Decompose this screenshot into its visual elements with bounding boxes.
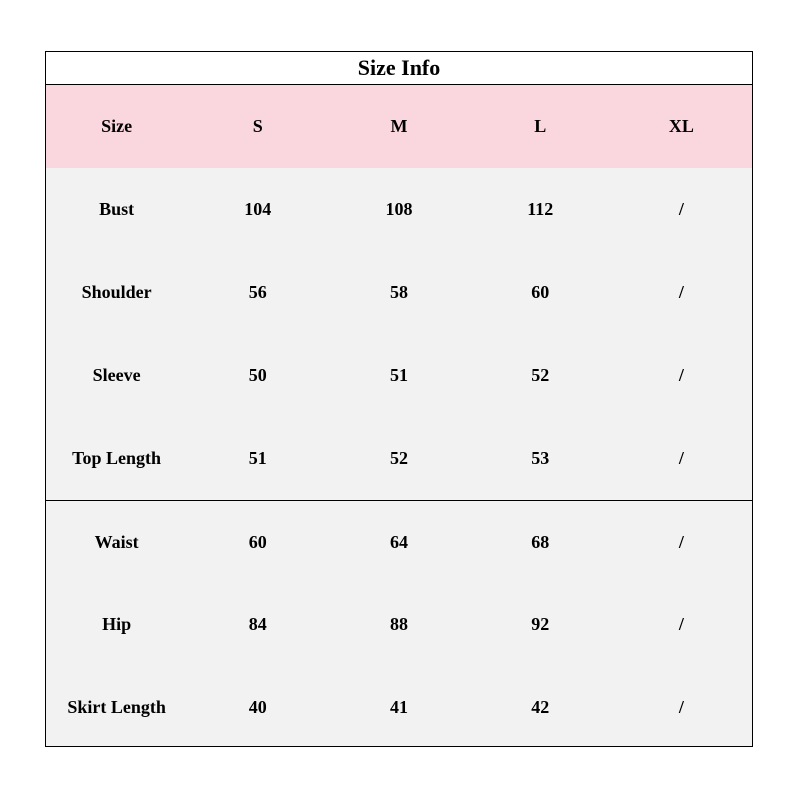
cell-l: 112 [527, 199, 554, 219]
cell-xl: / [678, 531, 684, 552]
cell-s: 60 [248, 531, 267, 552]
cell-l: 42 [531, 697, 550, 717]
table-row-top-length [46, 417, 752, 500]
cell-l: 53 [531, 448, 550, 468]
header-cell-l: L [534, 116, 547, 136]
cell-s: 51 [248, 448, 267, 468]
cell-xl: / [678, 282, 684, 302]
cell-xl: / [678, 199, 684, 219]
row-label: Waist [94, 531, 139, 552]
row-label: Bust [99, 199, 135, 219]
cell-l: 60 [531, 282, 550, 302]
row-label: Skirt Length [67, 697, 166, 717]
table-row-hip [46, 583, 752, 666]
cell-m: 108 [385, 199, 413, 219]
table-row-sleeve [46, 334, 752, 417]
cell-m: 52 [390, 448, 408, 468]
cell-s: 40 [248, 697, 267, 717]
table-row-shoulder [46, 251, 752, 334]
header-cell-xl: XL [668, 116, 694, 136]
cell-l: 52 [531, 365, 550, 385]
cell-s: 84 [248, 614, 267, 634]
size-info-table [45, 51, 753, 747]
cell-m: 58 [390, 282, 408, 302]
row-label: Hip [102, 614, 132, 634]
cell-m: 88 [390, 614, 408, 634]
cell-s: 56 [248, 282, 267, 302]
cell-m: 64 [390, 531, 408, 552]
table-title: Size Info [46, 52, 752, 85]
cell-s: 104 [244, 199, 272, 219]
header-cell-size: Size [101, 116, 133, 136]
row-label: Shoulder [81, 282, 152, 302]
cell-xl: / [678, 365, 684, 385]
cell-s: 50 [248, 365, 267, 385]
cell-xl: / [678, 614, 684, 634]
cell-xl: / [678, 448, 684, 468]
row-label: Top Length [72, 448, 162, 468]
table-row-skirt-length [46, 666, 752, 749]
cell-m: 51 [390, 365, 408, 385]
row-label: Sleeve [92, 365, 141, 385]
header-row [46, 85, 752, 168]
table-row-waist [46, 500, 752, 583]
cell-xl: / [678, 697, 684, 717]
cell-l: 92 [531, 614, 550, 634]
table-row-bust [46, 168, 752, 251]
header-cell-s: S [252, 116, 263, 136]
header-cell-m: M [390, 116, 408, 136]
cell-m: 41 [390, 697, 408, 717]
cell-l: 68 [531, 531, 550, 552]
